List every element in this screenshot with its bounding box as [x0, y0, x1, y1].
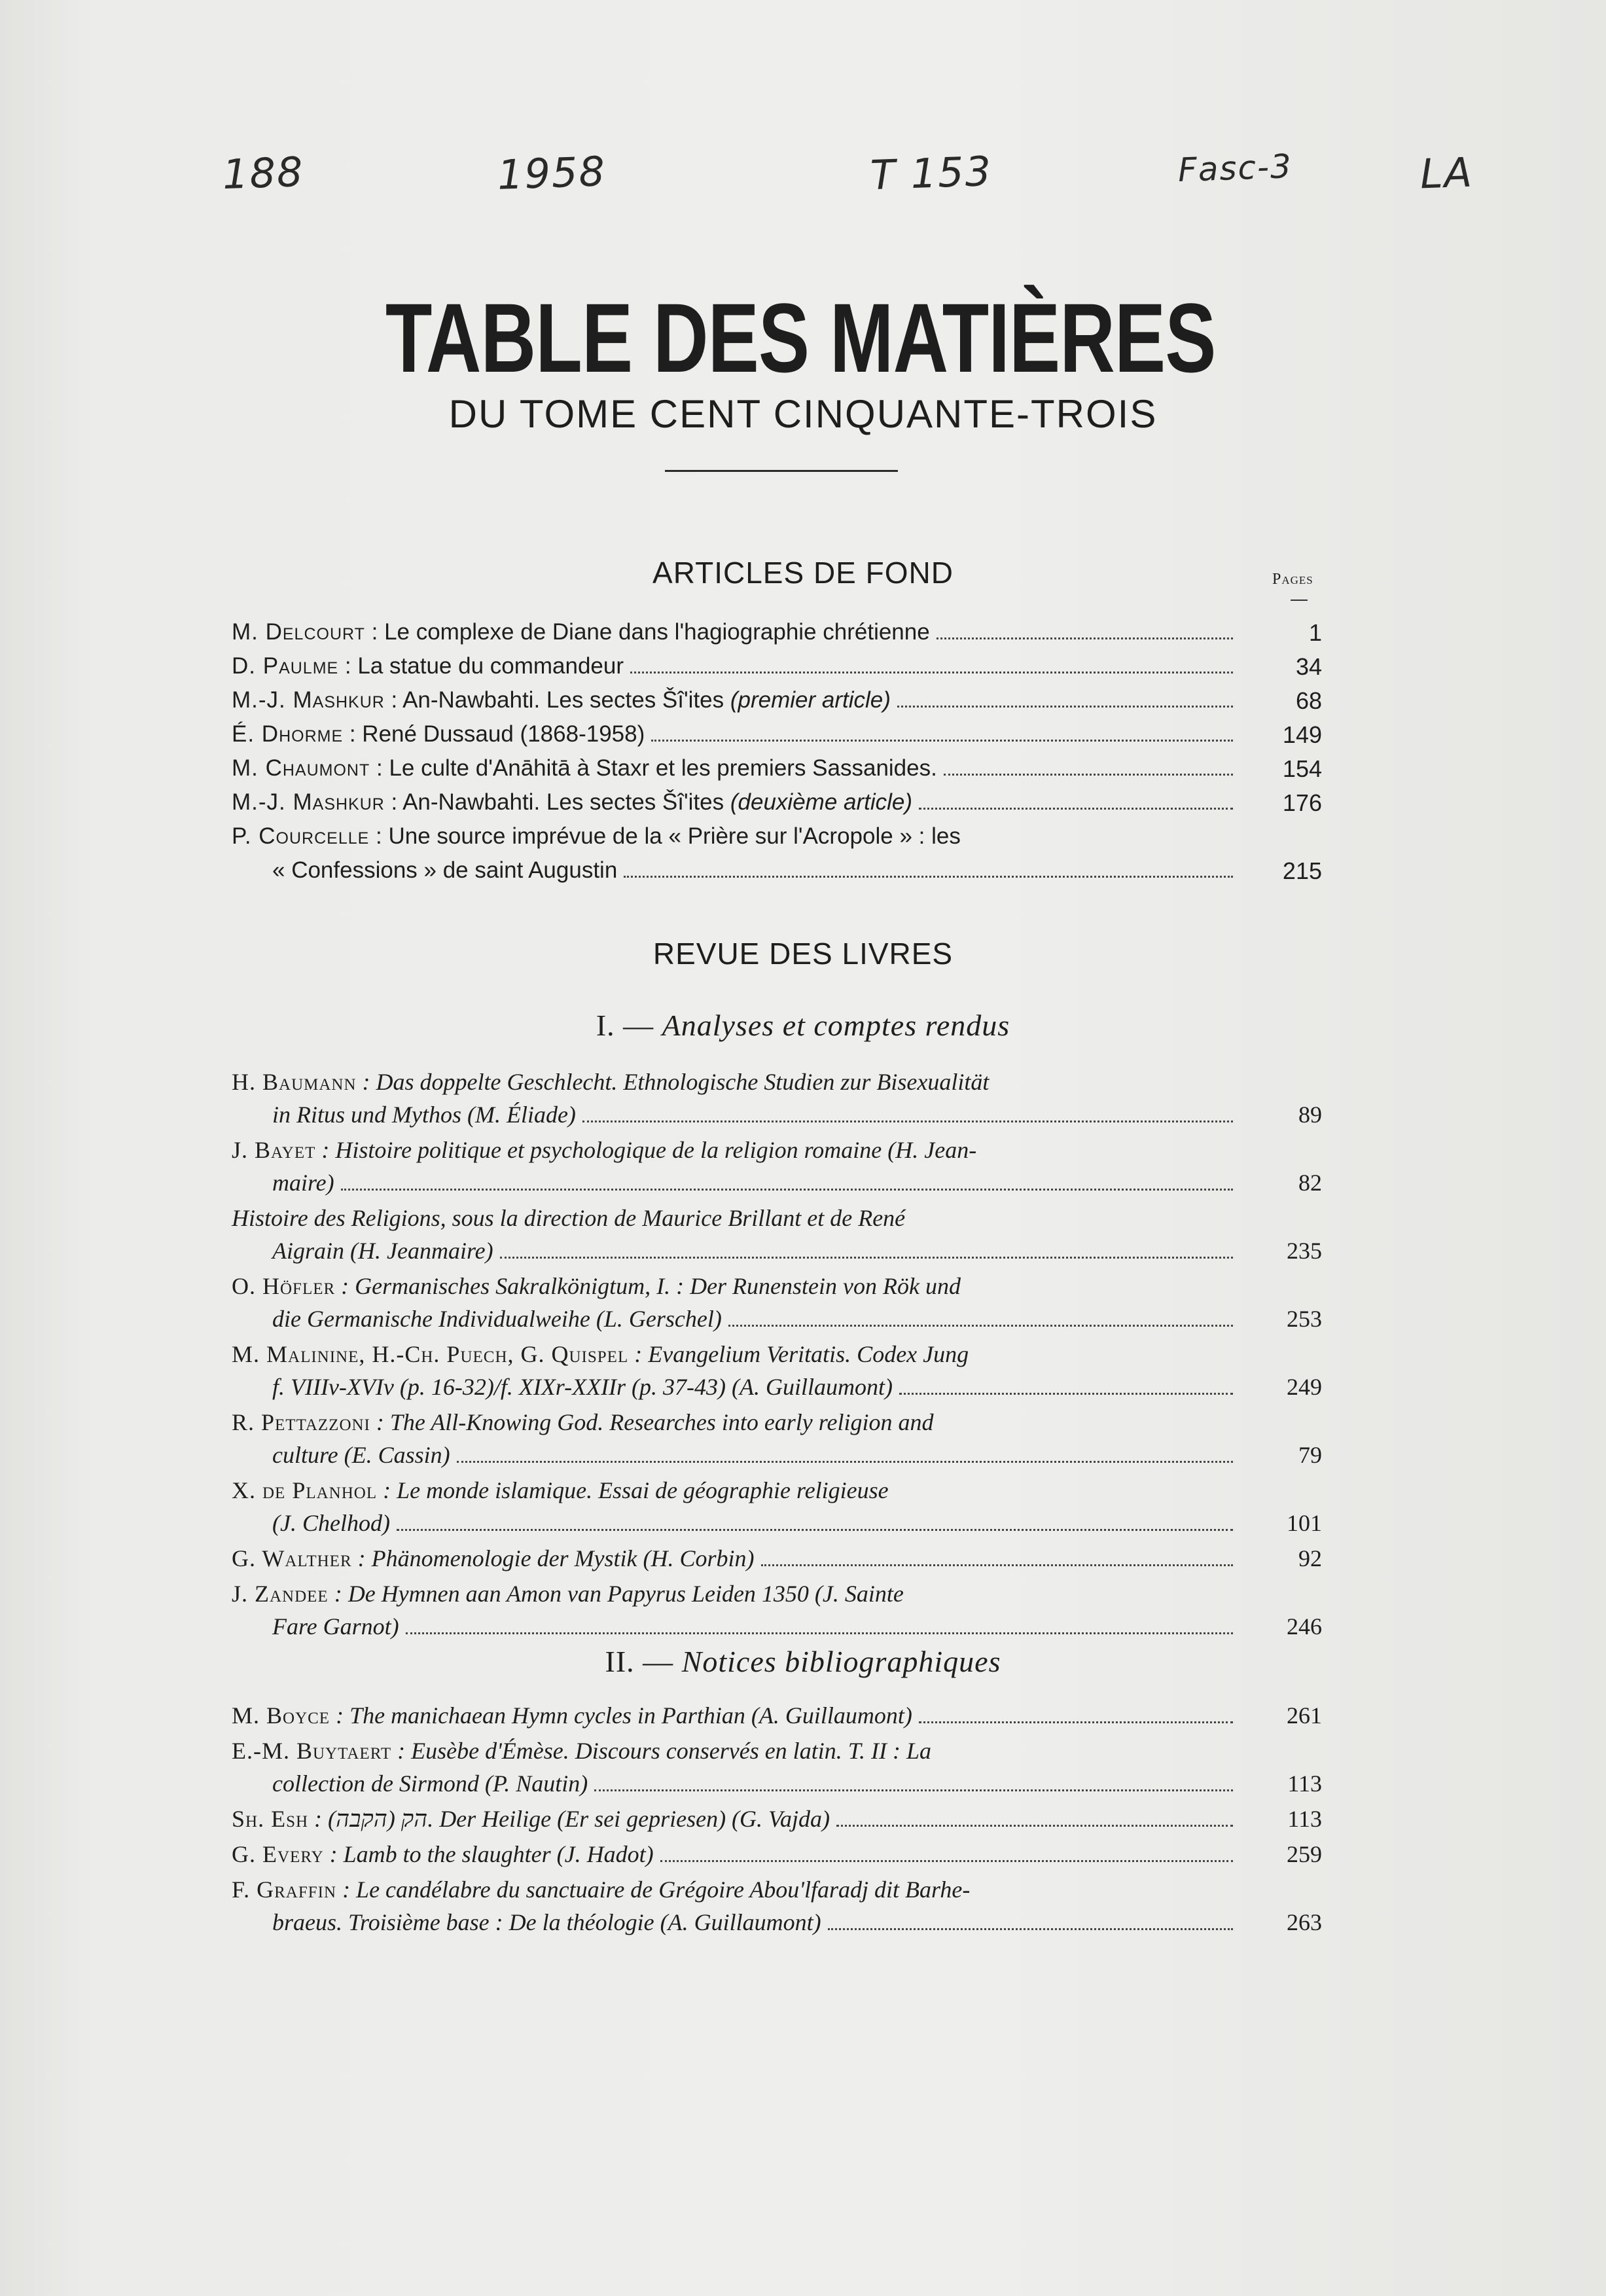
dot-leader [630, 666, 1233, 673]
entry-line [232, 1474, 1246, 1507]
toc-entry [232, 1734, 1325, 1800]
entry-page-number: 34 [1295, 653, 1322, 680]
entry-title: : Le complexe de Diane dans l'hagiographie chrétienne [365, 619, 930, 645]
entry-title: : Phänomenologie der Mystik (H. Corbin) [351, 1545, 755, 1571]
entry-author: G. Every [232, 1841, 324, 1867]
part1-title: Analyses et comptes rendus [662, 1009, 1010, 1042]
dot-leader [582, 1115, 1233, 1122]
toc-entry [232, 1542, 1325, 1575]
toc-entry [232, 1699, 1325, 1732]
toc-entry [232, 1134, 1325, 1199]
entry-author: D. Paulme [232, 653, 339, 679]
entry-line [232, 1406, 1246, 1439]
dot-leader [919, 1716, 1233, 1723]
toc-entry [232, 649, 1325, 683]
page-subtitle: DU TOME CENT CINQUANTE-TROIS [448, 392, 1158, 436]
toc-entry [232, 1873, 1325, 1939]
dot-leader [457, 1456, 1233, 1463]
dot-leader [594, 1784, 1233, 1791]
part2-heading [0, 1644, 1606, 1679]
toc-entry [232, 1803, 1325, 1835]
entry-title: : Lamb to the slaughter (J. Hadot) [323, 1841, 654, 1867]
part2-list [232, 1699, 1325, 1941]
entry-author: R. Pettazzoni [232, 1409, 370, 1435]
dot-leader [660, 1855, 1233, 1862]
toc-entry [232, 717, 1325, 751]
entry-title: : The manichaean Hymn cycles in Parthian (A. Guillaumont) [330, 1702, 912, 1729]
entry-line [232, 717, 1246, 751]
dot-leader [897, 700, 1233, 708]
entry-page-number: 1 [1308, 619, 1322, 646]
toc-entry [232, 1338, 1325, 1403]
entry-line [232, 1873, 1246, 1906]
part2-title: Notices bibliographiques [681, 1645, 1001, 1678]
pages-divider [1291, 600, 1308, 601]
entry-author: P. Courcelle [232, 823, 370, 849]
entry-page-number: 101 [1287, 1510, 1322, 1536]
toc-entry [232, 1577, 1325, 1643]
entry-line [232, 1803, 1246, 1835]
entry-page-number: 261 [1287, 1702, 1322, 1729]
entry-continuation: in Ritus und Mythos (M. Éliade) [232, 1098, 1246, 1131]
entry-continuation: collection de Sirmond (P. Nautin) [232, 1767, 1246, 1800]
dot-leader [500, 1251, 1233, 1259]
entry-note: (deuxième article) [730, 789, 913, 815]
entry-line [232, 1699, 1246, 1732]
entry-title: : Le candélabre du sanctuaire de Grégoire Abou'lfaradj dit Barhe- [336, 1876, 971, 1903]
entry-author: M. Boyce [232, 1702, 330, 1729]
entry-author: E.-M. Buytaert [232, 1738, 392, 1764]
entry-author: M. Delcourt [232, 619, 365, 645]
entry-author: O. Höfler [232, 1273, 336, 1299]
entry-author: J. Bayet [232, 1137, 316, 1163]
handwritten-note: 188 [221, 147, 305, 199]
entry-author: G. Walther [232, 1545, 352, 1571]
entry-title: : Eusèbe d'Émèse. Discours conservés en latin. T. II : La [391, 1738, 932, 1764]
toc-entry [232, 1474, 1325, 1539]
entry-continuation: (J. Chelhod) [232, 1507, 1246, 1539]
entry-page-number: 79 [1298, 1442, 1322, 1468]
entry-page-number: 253 [1287, 1306, 1322, 1332]
entry-title: : An-Nawbahti. Les sectes Šî'ites [384, 687, 730, 713]
entry-page-number: 263 [1287, 1909, 1322, 1935]
entry-line [232, 819, 1246, 853]
entry-page-number: 215 [1282, 857, 1322, 884]
entry-title: : Evangelium Veritatis. Codex Jung [628, 1341, 969, 1367]
entry-author: É. Dhorme [232, 721, 344, 747]
toc-entry [232, 1406, 1325, 1471]
dot-leader [624, 870, 1233, 878]
entry-author: M. Chaumont [232, 755, 370, 781]
part1-numeral: I. — [596, 1009, 662, 1042]
entry-continuation: braeus. Troisième base : De la théologie (A. Guillaumont) [232, 1906, 1246, 1939]
entry-line [232, 1542, 1246, 1575]
part1-list [232, 1066, 1325, 1645]
entry-line [232, 615, 1246, 649]
dot-leader [406, 1627, 1233, 1634]
toc-entry [232, 819, 1325, 888]
toc-entry [232, 1066, 1325, 1131]
entry-title: : Le monde islamique. Essai de géographie religieuse [377, 1477, 889, 1503]
entry-page-number: 246 [1287, 1613, 1322, 1640]
entry-page-number: 259 [1287, 1841, 1322, 1867]
entry-title: Histoire des Religions, sous la direction de Maurice Brillant et de René [232, 1205, 906, 1231]
handwritten-note: LA [1419, 148, 1474, 198]
toc-entry [232, 751, 1325, 785]
entry-title: : Une source imprévue de la « Prière sur l'Acropole » : les [369, 823, 961, 849]
entry-page-number: 113 [1287, 1770, 1322, 1797]
entry-line [232, 649, 1246, 683]
entry-title: : Germanisches Sakralkönigtum, I. : Der Runenstein von Rök und [335, 1273, 961, 1299]
reviews-heading: REVUE DES LIVRES [652, 937, 954, 971]
toc-entry [232, 1838, 1325, 1871]
entry-line [232, 1338, 1246, 1371]
dot-leader [836, 1820, 1233, 1827]
entry-line [232, 1270, 1246, 1302]
toc-entry [232, 615, 1325, 649]
entry-page-number: 235 [1287, 1238, 1322, 1264]
entry-page-number: 82 [1298, 1170, 1322, 1196]
entry-page-number: 149 [1282, 721, 1322, 748]
entry-title: : René Dussaud (1868-1958) [343, 721, 645, 747]
entry-line [232, 1838, 1246, 1871]
entry-author: Sh. Esh [232, 1806, 309, 1832]
part2-numeral: II. — [605, 1645, 682, 1678]
entry-line [232, 751, 1246, 785]
entry-continuation: f. VIIIv-XVIv (p. 16-32)/f. XIXr-XXIIr (p. 37-43) (A. Guillaumont) [232, 1371, 1246, 1403]
entry-title: : Das doppelte Geschlecht. Ethnologische Studien zur Bisexualität [356, 1069, 990, 1095]
entry-continuation: die Germanische Individualweihe (L. Gerschel) [232, 1302, 1246, 1335]
handwritten-annotations [223, 149, 1518, 208]
entry-continuation: Fare Garnot) [232, 1610, 1246, 1643]
handwritten-note: T 153 [869, 147, 993, 200]
title-divider [665, 470, 898, 472]
toc-entry [232, 683, 1325, 717]
toc-entry [232, 785, 1325, 819]
dot-leader [828, 1923, 1233, 1930]
entry-author: M.-J. Mashkur [232, 789, 385, 815]
dot-leader [397, 1524, 1233, 1531]
entry-title: : The All-Knowing God. Researches into early religion and [370, 1409, 934, 1435]
entry-page-number: 176 [1282, 789, 1322, 816]
entry-author: X. de Planhol [232, 1477, 378, 1503]
entry-line [232, 785, 1246, 819]
entry-author: M. Malinine, H.-Ch. Puech, G. Quispel [232, 1341, 629, 1367]
entry-author: F. Graffin [232, 1876, 337, 1903]
entry-author: J. Zandee [232, 1581, 329, 1607]
dot-leader [937, 632, 1233, 639]
pages-label: Pages [1272, 571, 1313, 588]
entry-title: : La statue du commandeur [338, 653, 624, 679]
dot-leader [761, 1559, 1233, 1566]
entry-author: H. Baumann [232, 1069, 357, 1095]
entry-continuation: Aigrain (H. Jeanmaire) [232, 1234, 1246, 1267]
entry-page-number: 68 [1295, 687, 1322, 714]
entry-author: M.-J. Mashkur [232, 687, 385, 713]
entry-page-number: 92 [1298, 1545, 1322, 1571]
entry-page-number: 249 [1287, 1374, 1322, 1400]
entry-title: : (הקבה) הק. Der Heilige (Er sei gepriesen) (G. Vajda) [308, 1806, 830, 1832]
dot-leader [919, 802, 1233, 810]
dot-leader [899, 1388, 1233, 1395]
entry-page-number: 113 [1287, 1806, 1322, 1832]
part1-heading [0, 1008, 1606, 1043]
entry-continuation: maire) [232, 1166, 1246, 1199]
entry-continuation: culture (E. Cassin) [232, 1439, 1246, 1471]
entry-line [232, 1577, 1246, 1610]
page-title: TABLE DES MATIÈRES [385, 283, 1216, 393]
entry-title: : An-Nawbahti. Les sectes Šî'ites [384, 789, 730, 815]
entry-title: : Le culte d'Anāhitā à Staxr et les premiers Sassanides. [370, 755, 937, 781]
dot-leader [944, 768, 1233, 776]
articles-heading: ARTICLES DE FOND [652, 556, 954, 590]
dot-leader [341, 1183, 1233, 1191]
toc-entry [232, 1270, 1325, 1335]
toc-entry [232, 1202, 1325, 1267]
entry-title: : Histoire politique et psychologique de la religion romaine (H. Jean- [315, 1137, 977, 1163]
entry-continuation: « Confessions » de saint Augustin [232, 853, 1246, 888]
entry-line [232, 1134, 1246, 1166]
dot-leader [651, 734, 1233, 742]
articles-list [232, 615, 1325, 888]
entry-line [232, 683, 1246, 717]
handwritten-note: Fasc-3 [1177, 147, 1293, 190]
handwritten-note: 1958 [496, 147, 607, 199]
dot-leader [728, 1319, 1233, 1327]
entry-title: : De Hymnen aan Amon van Papyrus Leiden 1350 (J. Sainte [328, 1581, 904, 1607]
entry-line [232, 1734, 1246, 1767]
entry-note: (premier article) [730, 687, 891, 713]
entry-line [232, 1202, 1246, 1234]
entry-page-number: 154 [1282, 755, 1322, 782]
entry-page-number: 89 [1298, 1102, 1322, 1128]
entry-line [232, 1066, 1246, 1098]
